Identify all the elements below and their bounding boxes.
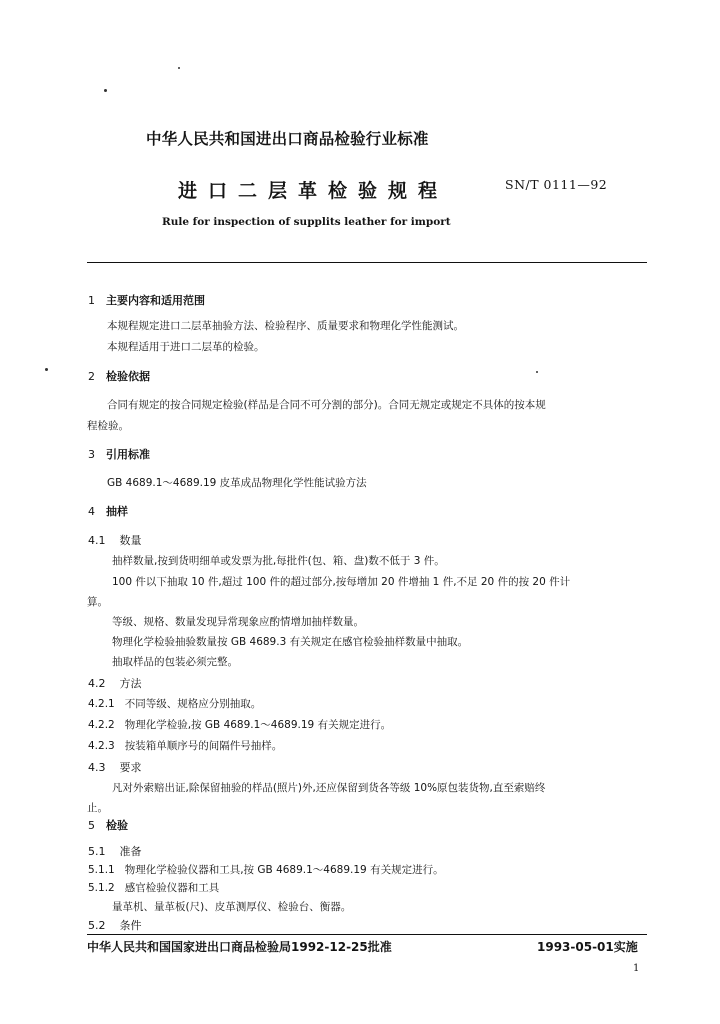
subsection-4-1-paragraph-4: 物理化学检验抽验数量按 GB 4689.3 有关规定在感官检验抽样数量中抽取。 [112, 636, 469, 648]
subsection-number: 4.3 [88, 761, 106, 774]
section-number: 5 [88, 819, 95, 832]
subsection-4-2-heading [88, 675, 142, 691]
section-number: 3 [88, 448, 95, 461]
item-4-2-1 [88, 696, 261, 711]
scan-speck [178, 67, 180, 69]
scan-speck [536, 371, 538, 373]
item-number: 5.1.1 [88, 864, 115, 876]
subsection-title: 数量 [119, 534, 142, 547]
subsection-4-1-paragraph-5: 抽取样品的包装必须完整。 [112, 656, 238, 668]
subsection-title: 条件 [119, 919, 142, 932]
subsection-title: 准备 [119, 845, 142, 858]
subsection-4-1-paragraph-3: 等级、规格、数量发现异常现象应酌情增加抽样数量。 [112, 616, 364, 628]
subsection-4-3-heading [88, 759, 142, 775]
section-title: 抽样 [106, 505, 128, 518]
item-text: 按装箱单顺序号的间隔件号抽样。 [124, 740, 283, 752]
effective-date: 1993-05-01实施 [537, 940, 638, 954]
standard-category: 中华人民共和国进出口商品检验行业标准 [146, 130, 429, 148]
section-title: 引用标准 [106, 448, 150, 461]
subsection-4-3-paragraph-line-1: 凡对外索赔出证,除保留抽验的样品(照片)外,还应保留到货各等级 10%原包装货物,直至索赔终 [112, 782, 546, 794]
section-number: 2 [88, 370, 95, 383]
item-text: 物理化学检验仪器和工具,按 GB 4689.1～4689.19 有关规定进行。 [124, 864, 444, 876]
section-2-heading [88, 368, 150, 384]
item-text: 感官检验仪器和工具 [124, 882, 220, 894]
section-title: 检验 [106, 819, 128, 832]
section-5-heading [88, 817, 128, 833]
header-divider [87, 262, 647, 263]
issuing-authority: 中华人民共和国国家进出口商品检验局1992-12-25批准 [87, 940, 392, 954]
item-5-1-1 [88, 862, 444, 877]
item-5-1-2 [88, 880, 219, 895]
section-1-paragraph-1: 本规程规定进口二层革抽验方法、检验程序、质量要求和物理化学性能测试。 [107, 320, 464, 332]
subsection-number: 5.1 [88, 845, 106, 858]
section-3-heading [88, 446, 150, 462]
item-number: 4.2.1 [88, 698, 115, 710]
subsection-4-1-paragraph-1: 抽样数量,按到货明细单或发票为批,每批件(包、箱、盘)数不低于 3 件。 [112, 555, 445, 567]
subsection-number: 5.2 [88, 919, 106, 932]
item-number: 5.1.2 [88, 882, 115, 894]
section-3-paragraph: GB 4689.1～4689.19 皮革成品物理化学性能试验方法 [107, 477, 367, 489]
item-number: 4.2.3 [88, 740, 115, 752]
section-2-paragraph-line-2: 程检验。 [87, 420, 129, 432]
subsection-4-1-paragraph-2-line-2: 算。 [87, 596, 108, 608]
page-number: 1 [633, 963, 640, 974]
section-number: 4 [88, 505, 95, 518]
item-text: 不同等级、规格应分别抽取。 [124, 698, 262, 710]
footer-divider [87, 934, 647, 935]
section-1-paragraph-2: 本规程适用于进口二层革的检验。 [107, 341, 265, 353]
item-4-2-3 [88, 738, 282, 753]
section-number: 1 [88, 294, 95, 307]
subsection-5-1-heading [88, 843, 142, 859]
document-title: 进口二层革检验规程 [178, 180, 449, 202]
item-4-2-2 [88, 717, 391, 732]
section-title: 主要内容和适用范围 [106, 294, 205, 307]
subsection-title: 要求 [119, 761, 142, 774]
subsection-4-3-paragraph-line-2: 止。 [87, 802, 108, 814]
subsection-title: 方法 [119, 677, 142, 690]
subsection-5-2-heading [88, 917, 142, 933]
section-2-paragraph-line-1: 合同有规定的按合同规定检验(样品是合同不可分割的部分)。合同无规定或规定不具体的按本规 [107, 399, 546, 411]
section-1-heading [88, 292, 205, 308]
section-title: 检验依据 [106, 370, 150, 383]
scan-speck [104, 89, 107, 92]
subsection-4-1-heading [88, 532, 142, 548]
scan-speck [45, 368, 48, 371]
subsection-4-1-paragraph-2-line-1: 100 件以下抽取 10 件,超过 100 件的超过部分,按每增加 20 件增抽 1 件,不足 20 件的按 20 件计 [112, 576, 571, 588]
standard-code: SN/T 0111—92 [505, 177, 608, 192]
subsection-number: 4.2 [88, 677, 106, 690]
item-number: 4.2.2 [88, 719, 115, 731]
subsection-number: 4.1 [88, 534, 106, 547]
document-subtitle-en: Rule for inspection of supplits leather for import [162, 216, 451, 228]
item-5-1-2-paragraph: 量革机、量革板(尺)、皮革测厚仪、检验台、衡器。 [112, 901, 352, 913]
section-4-heading [88, 503, 128, 519]
item-text: 物理化学检验,按 GB 4689.1～4689.19 有关规定进行。 [124, 719, 392, 731]
